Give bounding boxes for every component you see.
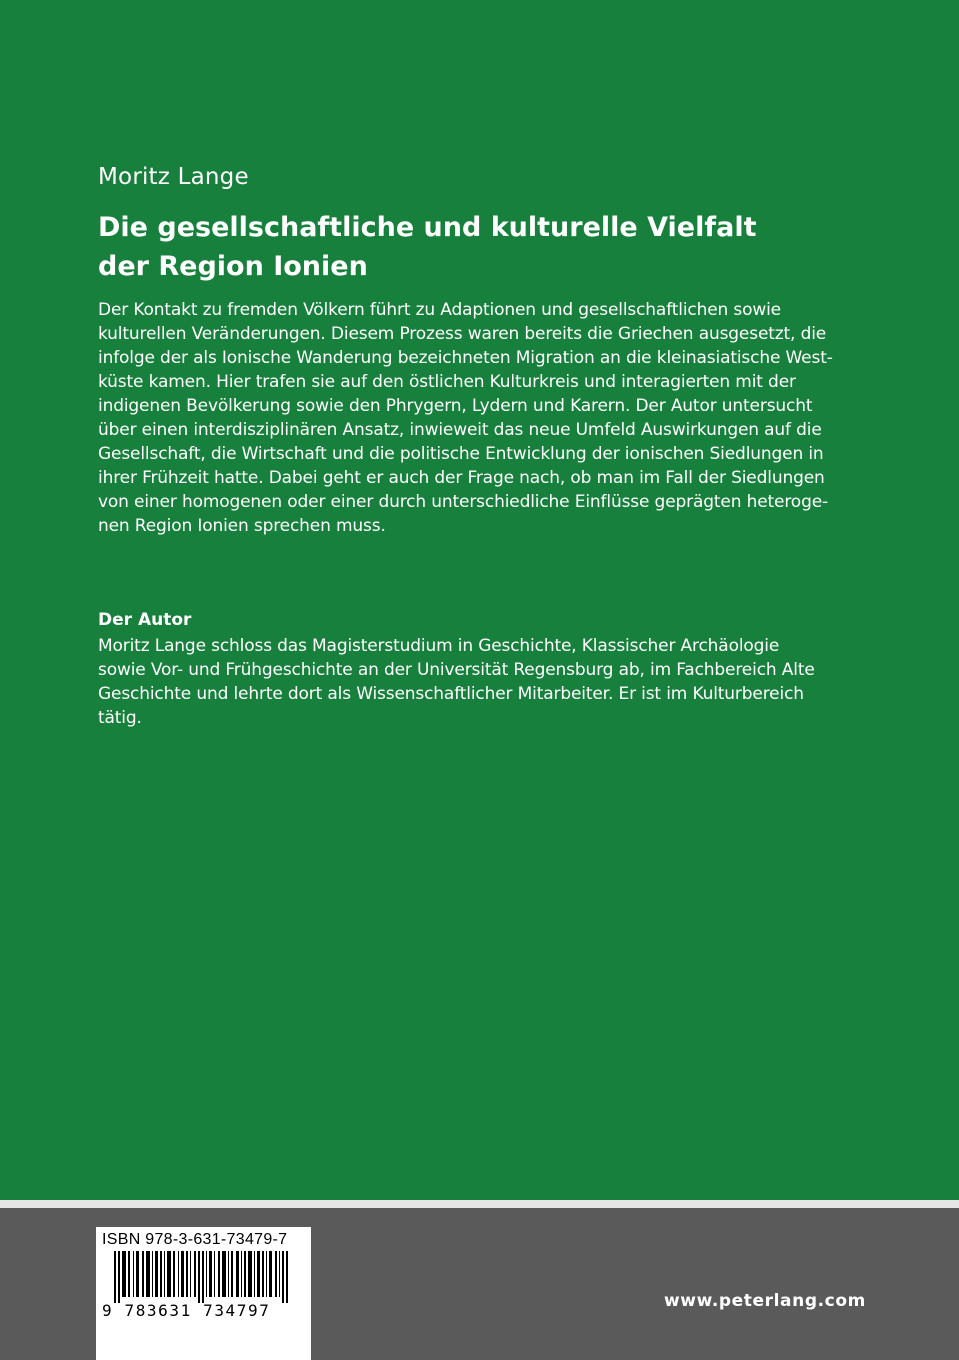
about-line: Moritz Lange schloss das Magisterstudium in Geschichte, Klassischer Archäologie <box>98 636 780 656</box>
author-name: Moritz Lange <box>98 164 249 190</box>
blurb-line: indigenen Bevölkerung sowie den Phrygern, Lydern und Karern. Der Autor untersucht <box>98 396 813 416</box>
blurb-line: Gesellschaft, die Wirtschaft und die politische Entwicklung der ionischen Siedlungen in <box>98 444 824 464</box>
blurb-text <box>98 298 833 538</box>
blurb-line: ihrer Frühzeit hatte. Dabei geht er auch der Frage nach, ob man im Fall der Siedlungen <box>98 468 825 488</box>
publisher-website[interactable]: www.peterlang.com <box>664 1291 866 1311</box>
barcode-icon <box>100 1251 306 1303</box>
blurb-line: kulturellen Veränderungen. Diesem Prozess waren bereits die Griechen ausgesetzt, die <box>98 324 827 344</box>
barcode-panel <box>96 1227 311 1360</box>
about-line: tätig. <box>98 708 142 728</box>
blurb-line: Der Kontakt zu fremden Völkern führt zu Adaptionen und gesellschaftlichen sowie <box>98 300 781 320</box>
book-title-line: der Region Ionien <box>98 251 368 282</box>
about-line: sowie Vor- und Frühgeschichte an der Universität Regensburg ab, im Fachbereich Alte <box>98 660 815 680</box>
footer-divider <box>0 1200 959 1208</box>
blurb-line: infolge der als Ionische Wanderung bezeichneten Migration an die kleinasiatische West- <box>98 348 833 368</box>
book-title <box>98 208 858 286</box>
about-author-text <box>98 634 820 730</box>
barcode-digits: 9 783631 734797 <box>102 1301 271 1320</box>
about-author-heading: Der Autor <box>98 610 192 630</box>
blurb-line: von einer homogenen oder einer durch unterschiedliche Einflüsse geprägten heteroge- <box>98 492 828 512</box>
isbn-label: ISBN 978-3-631-73479-7 <box>102 1231 288 1248</box>
blurb-line: nen Region Ionien sprechen muss. <box>98 516 386 536</box>
blurb-line: über einen interdisziplinären Ansatz, inwieweit das neue Umfeld Auswirkungen auf die <box>98 420 822 440</box>
about-line: Geschichte und lehrte dort als Wissenschaftlicher Mitarbeiter. Er ist im Kulturbereich <box>98 684 804 704</box>
book-title-line: Die gesellschaftliche und kulturelle Vielfalt <box>98 212 757 243</box>
blurb-line: küste kamen. Hier trafen sie auf den östlichen Kulturkreis und interagierten mit der <box>98 372 796 392</box>
